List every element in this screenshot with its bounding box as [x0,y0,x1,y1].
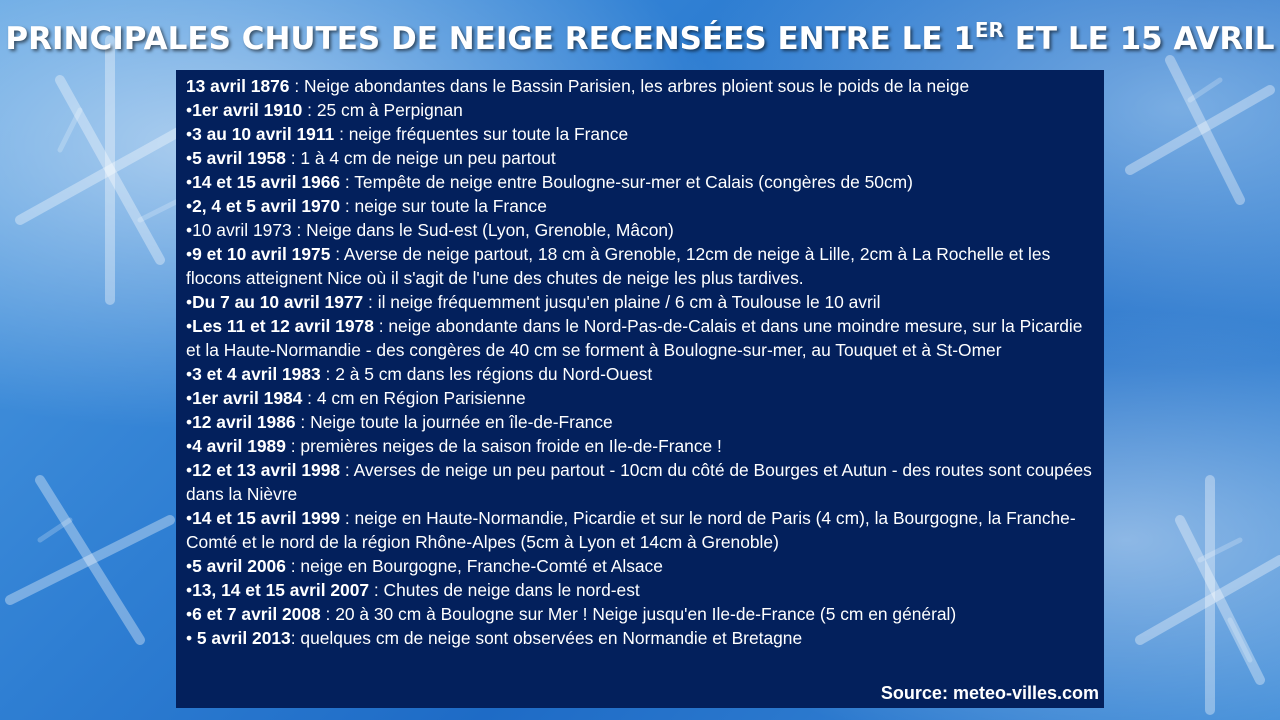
bullet: • [186,148,193,168]
event-date: 3 au 10 avril 1911 [192,124,335,144]
bullet: • [186,316,193,336]
event-item [186,218,1096,242]
event-text: : Tempête de neige entre Boulogne-sur-mer et Calais (congères de 50cm) [340,172,913,192]
bullet: • [186,292,193,312]
title-end: ET LE 15 AVRIL [1003,21,1275,57]
event-item [186,410,1096,434]
bullet: • [186,412,193,432]
bullet: • [186,580,193,600]
event-date: 12 et 13 avril 1998 [192,460,341,480]
bullet: • [186,244,193,264]
events-panel [176,70,1104,708]
event-item [186,194,1096,218]
event-date: Du 7 au 10 avril 1977 [192,292,364,312]
event-date: 9 et 10 avril 1975 [192,244,331,264]
event-date: 13 avril 1876 [186,76,290,96]
event-date: 5 avril 2013 [196,628,291,648]
event-item [186,386,1096,410]
event-text: : 4 cm en Région Parisienne [302,388,526,408]
event-text: : Chutes de neige dans le nord-est [369,580,640,600]
event-text: : Neige abondantes dans le Bassin Parisien, les arbres ploient sous le poids de la neige [289,76,970,96]
event-date: 5 avril 1958 [192,148,286,168]
event-text: : 2 à 5 cm dans les régions du Nord-Ouest [320,364,653,384]
bullet: • [186,436,193,456]
event-item [186,434,1096,458]
bullet: • [186,220,193,240]
event-text: : 25 cm à Perpignan [302,100,463,120]
event-text: : neige en Bourgogne, Franche-Comté et Alsace [285,556,663,576]
event-date: 4 avril 1989 [192,436,286,456]
event-date: 2, 4 et 5 avril 1970 [192,196,341,216]
bullet: • [186,388,193,408]
event-text: : neige abondante dans le Nord-Pas-de-Calais et dans une moindre mesure, sur la Picardie et la Haute-Normandie - des congères de 40 cm se forment à Boulogne-sur-mer, au Touquet et à St-Omer [186,316,1083,360]
bullet: • [186,604,193,624]
bullet: • [186,172,193,192]
event-item [186,290,1096,314]
event-item [186,98,1096,122]
event-date: 3 et 4 avril 1983 [192,364,321,384]
page-title [0,18,1280,57]
event-text: : Averses de neige un peu partout - 10cm du côté de Bourges et Autun - des routes sont coupées dans la Nièvre [186,460,1092,504]
title-superscript: ER [974,18,1004,42]
event-date: Les 11 et 12 avril 1978 [192,316,374,336]
bullet: • [186,196,193,216]
event-item [186,602,1096,626]
event-date: 5 avril 2006 [192,556,286,576]
event-item [186,578,1096,602]
event-date: 12 avril 1986 [192,412,296,432]
bullet: • [186,556,193,576]
event-item [186,146,1096,170]
event-item [186,314,1096,362]
title-main: PRINCIPALES CHUTES DE NEIGE RECENSÉES ENTRE LE 1 [5,21,975,57]
event-text: 10 avril 1973 : Neige dans le Sud-est (Lyon, Grenoble, Mâcon) [192,220,674,240]
bullet: • [186,100,193,120]
bullet: • [186,364,193,384]
event-item [186,506,1096,554]
event-date: 1er avril 1910 [192,100,303,120]
event-date: 14 et 15 avril 1966 [192,172,341,192]
events-list [186,74,1096,650]
event-text: : neige en Haute-Normandie, Picardie et sur le nord de Paris (4 cm), la Bourgogne, la Franche-Comté et le nord de la région Rhône-Alpes (5cm à Lyon et 14cm à Grenoble) [186,508,1076,552]
event-item [186,554,1096,578]
event-text: : neige fréquentes sur toute la France [334,124,629,144]
event-text: : 1 à 4 cm de neige un peu partout [285,148,556,168]
event-text: : il neige fréquemment jusqu'en plaine / 6 cm à Toulouse le 10 avril [363,292,881,312]
event-text: : neige sur toute la France [340,196,547,216]
event-item [186,122,1096,146]
bullet: • [186,460,193,480]
event-text: : 20 à 30 cm à Boulogne sur Mer ! Neige jusqu'en Ile-de-France (5 cm en général) [320,604,957,624]
event-item [186,626,1096,650]
event-item [186,458,1096,506]
event-item [186,170,1096,194]
event-date: 14 et 15 avril 1999 [192,508,341,528]
event-item [186,362,1096,386]
source-credit: Source: meteo-villes.com [880,683,1099,703]
event-text: : premières neiges de la saison froide en Ile-de-France ! [285,436,722,456]
bullet: • [186,628,197,648]
event-text: : Averse de neige partout, 18 cm à Grenoble, 12cm de neige à Lille, 2cm à La Rochelle et les flocons atteignent Nice où il s'agit de l'une des chutes de neige les plus tardives. [186,244,1051,288]
event-date: 6 et 7 avril 2008 [192,604,321,624]
event-text: : Neige toute la journée en île-de-France [295,412,613,432]
event-date: 1er avril 1984 [192,388,303,408]
bullet: • [186,124,193,144]
event-item [186,242,1096,290]
event-date: 13, 14 et 15 avril 2007 [192,580,370,600]
event-text: : quelques cm de neige sont observées en Normandie et Bretagne [290,628,803,648]
bullet: • [186,508,193,528]
event-item [186,74,1096,98]
